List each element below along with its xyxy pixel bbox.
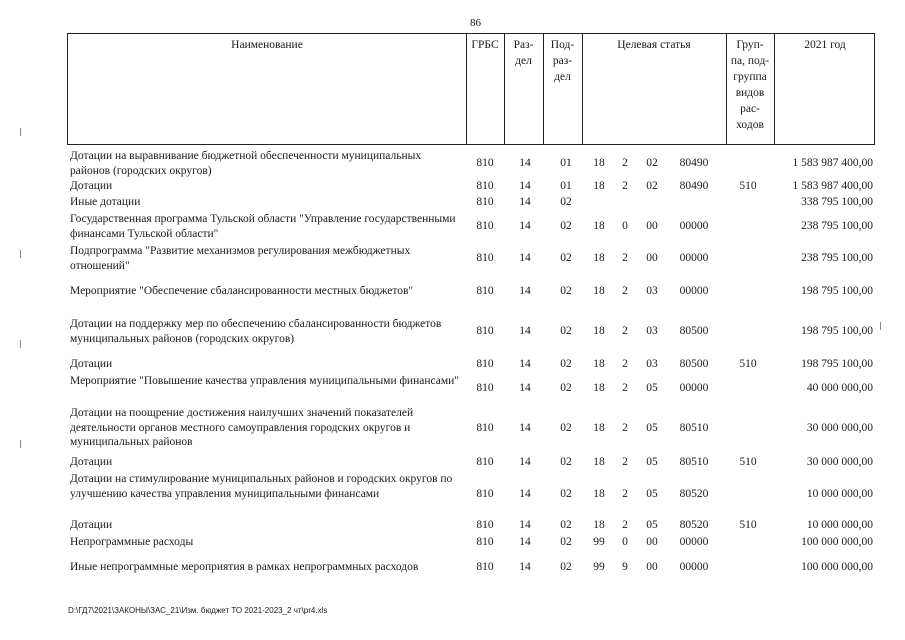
cell-name: Дотации на выравнивание бюджетной обеспеченности муниципальных районов (городских округов): [70, 150, 422, 177]
cell-cs2: 2: [622, 382, 628, 395]
cell-cs4: 80490: [679, 180, 709, 192]
cell-name: Непрограммные расходы: [70, 536, 194, 548]
header-razdel: Раз- дел: [513, 39, 534, 67]
cell-podr: 02: [560, 325, 572, 338]
cell-podr: 02: [560, 285, 572, 297]
cell-cs1: 18: [593, 325, 605, 338]
cell-cs1: 18: [593, 220, 605, 233]
cell-cs1: 18: [593, 456, 605, 468]
cell-name: Мероприятие "Повышение качества управления муниципальными финансами": [70, 375, 459, 387]
cell-podr: 02: [560, 421, 572, 434]
cell-grp: 510: [739, 180, 757, 192]
cell-cs2: 2: [622, 456, 628, 468]
cell-name: Дотации: [70, 519, 113, 531]
margin-mark: [20, 440, 21, 448]
cell-name: Мероприятие "Обеспечение сбалансированности местных бюджетов": [70, 285, 414, 297]
cell-sum: 100 000 000,00: [801, 561, 873, 573]
cell-cs4: 00000: [679, 285, 709, 297]
cell-cs1: 18: [593, 180, 605, 192]
cell-cs3: 05: [646, 382, 658, 395]
table-row: [0, 535, 905, 550]
cell-razd: 14: [519, 325, 531, 338]
table-row: [0, 406, 905, 450]
cell-razd: 14: [519, 285, 531, 297]
cell-cs3: 03: [646, 325, 658, 338]
cell-cs2: 2: [622, 285, 628, 297]
cell-cs4: 00000: [679, 252, 709, 265]
cell-podr: 02: [560, 382, 572, 395]
cell-name: Дотации на стимулирование муниципальных районов и городских округов по улучшению качества управления муниципальными финансами: [70, 473, 453, 500]
cell-grbs: 810: [476, 285, 494, 297]
cell-sum: 40 000 000,00: [806, 382, 873, 395]
header-grbs: ГРБС: [471, 39, 499, 51]
table-row: [0, 518, 905, 533]
cell-razd: 14: [519, 196, 531, 208]
cell-grbs: 810: [476, 487, 494, 500]
cell-grbs: 810: [476, 421, 494, 434]
cell-cs2: 2: [622, 157, 628, 170]
table-row: [0, 317, 905, 346]
cell-grbs: 810: [476, 157, 494, 170]
cell-grbs: 810: [476, 382, 494, 395]
header-podrazdel: Под- раз- дел: [550, 39, 575, 83]
cell-cs4: 00000: [679, 382, 709, 395]
cell-razd: 14: [519, 519, 531, 531]
cell-cs3: 05: [646, 456, 658, 468]
cell-name: Дотации: [70, 180, 113, 192]
table-row: [0, 179, 905, 194]
cell-cs2: 2: [622, 421, 628, 434]
cell-cs4: 00000: [679, 561, 709, 573]
cell-cs1: 18: [593, 519, 605, 531]
cell-razd: 14: [519, 456, 531, 468]
cell-cs3: 05: [646, 487, 658, 500]
cell-cs3: 02: [646, 157, 658, 170]
table-row: [0, 212, 905, 241]
cell-podr: 02: [560, 536, 572, 548]
table-row: [0, 149, 905, 178]
header-group: Груп- па, под- группа видов рас- ходов: [730, 39, 770, 131]
header-year: 2021 год: [804, 39, 846, 51]
cell-cs2: 2: [622, 487, 628, 500]
header-name: Наименование: [231, 39, 303, 51]
cell-sum: 198 795 100,00: [801, 325, 873, 338]
cell-cs3: 05: [646, 421, 658, 434]
table-row: [0, 472, 905, 516]
table-header: [67, 33, 875, 145]
cell-grp: 510: [739, 456, 757, 468]
cell-cs2: 0: [622, 536, 628, 548]
cell-podr: 02: [560, 220, 572, 233]
cell-cs1: 18: [593, 157, 605, 170]
cell-cs1: 99: [593, 536, 605, 548]
cell-sum: 30 000 000,00: [806, 456, 873, 468]
cell-sum: 30 000 000,00: [806, 421, 873, 434]
cell-grbs: 810: [476, 519, 494, 531]
cell-cs1: 18: [593, 252, 605, 265]
cell-cs3: 05: [646, 519, 658, 531]
cell-grp: 510: [739, 519, 757, 531]
cell-sum: 1 583 987 400,00: [792, 180, 873, 192]
table-row: [0, 455, 905, 470]
margin-mark: [880, 322, 881, 330]
cell-grbs: 810: [476, 325, 494, 338]
cell-razd: 14: [519, 536, 531, 548]
cell-grbs: 810: [476, 196, 494, 208]
cell-razd: 14: [519, 487, 531, 500]
cell-cs4: 00000: [679, 220, 709, 233]
cell-cs1: 18: [593, 285, 605, 297]
cell-grbs: 810: [476, 456, 494, 468]
cell-cs1: 99: [593, 561, 605, 573]
cell-razd: 14: [519, 421, 531, 434]
page-number: 86: [470, 17, 481, 29]
cell-cs4: 80500: [679, 358, 709, 370]
cell-cs3: 00: [646, 536, 658, 548]
cell-name: Подпрограмма "Развитие механизмов регулирования межбюджетных отношений": [70, 245, 411, 272]
cell-cs1: 18: [593, 487, 605, 500]
table-row: [0, 195, 905, 210]
cell-cs2: 2: [622, 325, 628, 338]
cell-cs4: 80520: [679, 519, 709, 531]
cell-cs1: 18: [593, 382, 605, 395]
cell-podr: 02: [560, 561, 572, 573]
cell-grp: 510: [739, 358, 757, 370]
cell-cs3: 03: [646, 285, 658, 297]
margin-mark: [20, 340, 21, 348]
cell-sum: 338 795 100,00: [801, 196, 873, 208]
cell-grbs: 810: [476, 358, 494, 370]
table-row: [0, 244, 905, 273]
cell-name: Дотации: [70, 456, 113, 468]
cell-sum: 10 000 000,00: [806, 487, 873, 500]
cell-cs4: 80520: [679, 487, 709, 500]
cell-grbs: 810: [476, 536, 494, 548]
cell-name: Дотации: [70, 358, 113, 370]
cell-cs2: 2: [622, 519, 628, 531]
cell-name: Иные непрограммные мероприятия в рамках непрограммных расходов: [70, 561, 419, 573]
cell-razd: 14: [519, 180, 531, 192]
cell-cs4: 80500: [679, 325, 709, 338]
cell-podr: 02: [560, 456, 572, 468]
cell-cs1: 18: [593, 358, 605, 370]
cell-cs3: 00: [646, 252, 658, 265]
cell-name: Государственная программа Тульской области "Управление государственными финансами Тульской области": [70, 213, 456, 240]
table-row: [0, 374, 905, 403]
cell-podr: 02: [560, 196, 572, 208]
cell-name: Дотации на поощрение достижения наилучших значений показателей деятельности органов местного самоуправления городских округов и муниципальных районов: [70, 407, 414, 448]
cell-podr: 01: [560, 157, 572, 170]
file-path: D:\ГД7\2021\ЗАКОНЫ\ЗАС_21\Изм. бюджет ТО 2021-2023_2 чт\pr4.xls: [68, 606, 328, 615]
cell-cs2: 9: [622, 561, 628, 573]
cell-razd: 14: [519, 157, 531, 170]
table-row: [0, 560, 905, 575]
cell-sum: 100 000 000,00: [801, 536, 873, 548]
cell-cs2: 2: [622, 358, 628, 370]
cell-grbs: 810: [476, 561, 494, 573]
cell-cs2: 0: [622, 220, 628, 233]
cell-cs2: 2: [622, 252, 628, 265]
cell-razd: 14: [519, 358, 531, 370]
cell-grbs: 810: [476, 220, 494, 233]
cell-cs2: 2: [622, 180, 628, 192]
cell-cs3: 03: [646, 358, 658, 370]
cell-podr: 02: [560, 487, 572, 500]
cell-grbs: 810: [476, 180, 494, 192]
cell-name: Дотации на поддержку мер по обеспечению сбалансированности бюджетов муниципальных районов (городских округов): [70, 318, 442, 345]
cell-sum: 1 583 987 400,00: [792, 157, 873, 170]
header-target: Целевая статья: [617, 39, 691, 51]
cell-podr: 01: [560, 180, 572, 192]
cell-cs1: 18: [593, 421, 605, 434]
cell-sum: 10 000 000,00: [806, 519, 873, 531]
margin-mark: [20, 250, 21, 258]
cell-sum: 238 795 100,00: [801, 252, 873, 265]
cell-cs3: 00: [646, 561, 658, 573]
cell-cs3: 02: [646, 180, 658, 192]
table-row: [0, 357, 905, 372]
margin-mark: [20, 128, 21, 136]
cell-sum: 198 795 100,00: [801, 285, 873, 297]
table-row: [0, 284, 905, 299]
cell-cs4: 80510: [679, 456, 709, 468]
cell-cs4: 80490: [679, 157, 709, 170]
cell-razd: 14: [519, 561, 531, 573]
cell-podr: 02: [560, 252, 572, 265]
cell-podr: 02: [560, 519, 572, 531]
cell-grbs: 810: [476, 252, 494, 265]
cell-sum: 238 795 100,00: [801, 220, 873, 233]
cell-cs3: 00: [646, 220, 658, 233]
cell-razd: 14: [519, 252, 531, 265]
cell-cs4: 00000: [679, 536, 709, 548]
cell-cs4: 80510: [679, 421, 709, 434]
cell-sum: 198 795 100,00: [801, 358, 873, 370]
cell-podr: 02: [560, 358, 572, 370]
cell-razd: 14: [519, 220, 531, 233]
cell-name: Иные дотации: [70, 196, 141, 208]
cell-razd: 14: [519, 382, 531, 395]
